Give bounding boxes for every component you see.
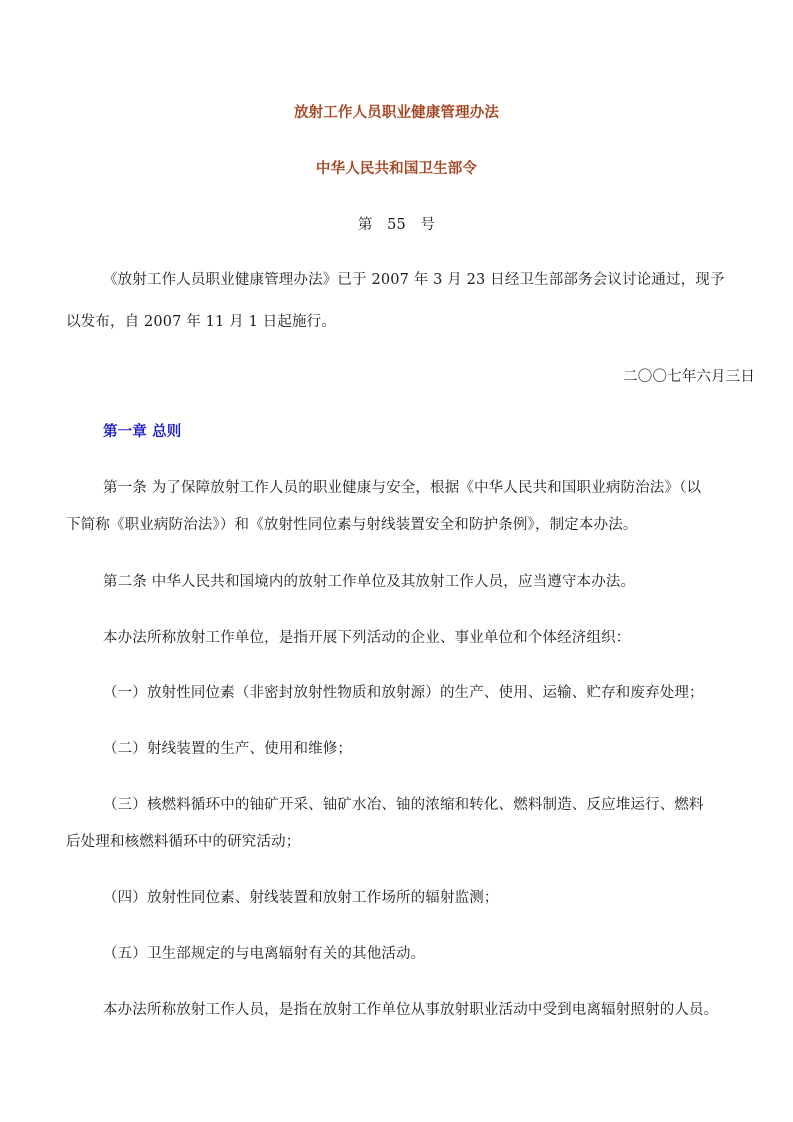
issuer-heading: 中华人民共和国卫生部令 [315, 161, 478, 177]
workers-definition: 本办法所称放射工作人员，是指在放射工作单位从事放射职业活动中受到电离辐射照射的人员。 [103, 1002, 719, 1018]
chapter-heading: 第一章 总则 [103, 424, 182, 440]
list-item-5: （五）卫生部规定的与电离辐射有关的其他活动。 [103, 946, 426, 962]
list-item-2: （二）射线装置的生产、使用和维修； [103, 741, 353, 757]
issue-date: 二〇〇七年六月三日 [623, 369, 755, 385]
list-item-4: （四）放射性同位素、射线装置和放射工作场所的辐射监测； [103, 890, 499, 906]
list-item-3-line-2: 后处理和核燃料循环中的研究活动； [66, 834, 301, 850]
decree-number: 第 55 号 [357, 217, 436, 233]
list-item-1: （一）放射性同位素（非密封放射性物质和放射源）的生产、使用、运输、贮存和废弃处理； [103, 685, 704, 701]
article-1-line-2: 下简称《职业病防治法》）和《放射性同位素与射线装置安全和防护条例》，制定本办法。 [66, 517, 638, 533]
list-item-3-line-1: （三）核燃料循环中的铀矿开采、铀矿水冶、铀的浓缩和转化、燃料制造、反应堆运行、燃料 [103, 797, 704, 813]
preamble-line-2: 以发布，自 2007 年 11 月 1 日起施行。 [66, 314, 336, 330]
article-1-line-1: 第一条 为了保障放射工作人员的职业健康与安全，根据《中华人民共和国职业病防治法》（以 [103, 480, 702, 496]
units-definition: 本办法所称放射工作单位，是指开展下列活动的企业、事业单位和个体经济组织： [103, 630, 631, 646]
article-2: 第二条 中华人民共和国境内的放射工作单位及其放射工作人员，应当遵守本办法。 [103, 574, 636, 590]
document-title: 放射工作人员职业健康管理办法 [293, 105, 500, 121]
preamble-line-1: 《放射工作人员职业健康管理办法》已于 2007 年 3 月 23 日经卫生部部务会议讨论通过，现予 [103, 272, 725, 288]
